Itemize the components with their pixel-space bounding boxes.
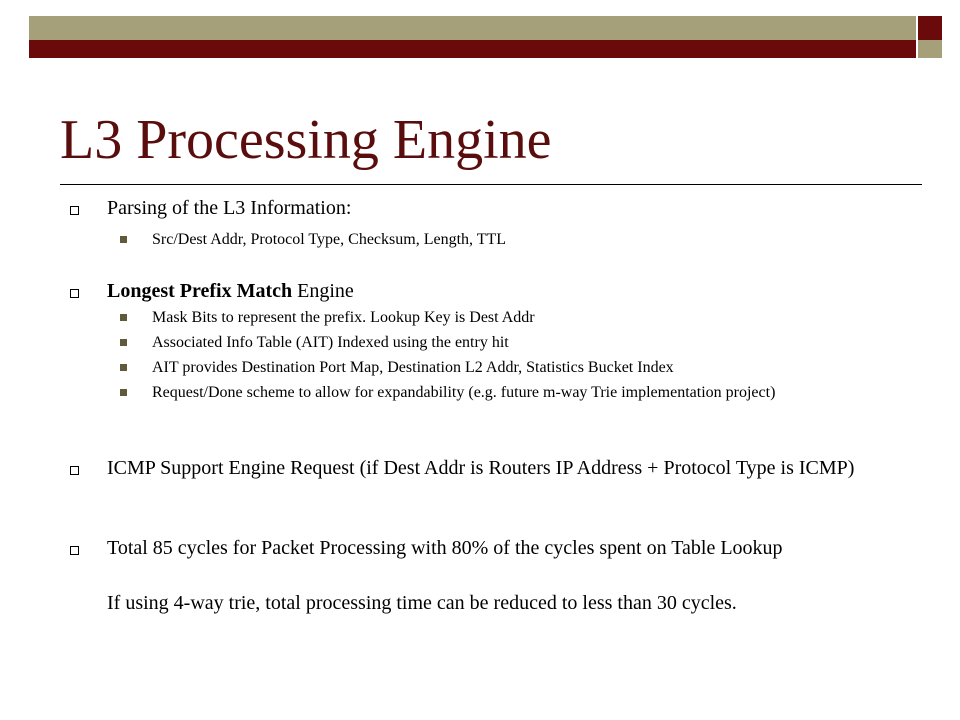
bullet-icmp bbox=[70, 457, 880, 479]
sub-bullet bbox=[134, 359, 854, 377]
hollow-square-icon bbox=[70, 289, 79, 298]
bullet-cycles bbox=[70, 537, 880, 559]
bullet-text: ICMP Support Engine Request (if Dest Addr is Routers IP Address + Protocol Type is ICMP) bbox=[107, 457, 855, 479]
header-corner-olive bbox=[918, 40, 942, 58]
sub-bullet-text: AIT provides Destination Port Map, Destination L2 Addr, Statistics Bucket Index bbox=[152, 359, 674, 376]
sub-bullet-text: Request/Done scheme to allow for expandability (e.g. future m-way Trie implementation project) bbox=[152, 384, 776, 401]
sub-bullet bbox=[134, 334, 854, 352]
sub-bullet-text: Mask Bits to represent the prefix. Lookup Key is Dest Addr bbox=[152, 309, 535, 326]
bullet-rest-text: Engine bbox=[292, 280, 354, 302]
title-divider bbox=[60, 184, 922, 185]
bullet-text: Parsing of the L3 Information: bbox=[107, 197, 352, 219]
sub-bullet-text: Src/Dest Addr, Protocol Type, Checksum, Length, TTL bbox=[152, 231, 507, 248]
slide-title: L3 Processing Engine bbox=[60, 109, 552, 171]
bullet-lpm bbox=[70, 280, 880, 302]
bullet-bold-text: Longest Prefix Match bbox=[107, 280, 293, 302]
filled-square-icon bbox=[120, 314, 127, 321]
hollow-square-icon bbox=[70, 466, 79, 475]
hollow-square-icon bbox=[70, 546, 79, 555]
bullet-text bbox=[107, 280, 880, 302]
sub-bullet bbox=[134, 309, 854, 327]
cycles-note: If using 4-way trie, total processing time can be reduced to less than 30 cycles. bbox=[107, 592, 737, 614]
bullet-parsing bbox=[70, 197, 880, 219]
header-corner-red bbox=[918, 16, 942, 40]
header-band-red bbox=[29, 40, 916, 58]
filled-square-icon bbox=[120, 236, 127, 243]
hollow-square-icon bbox=[70, 206, 79, 215]
sub-bullet bbox=[134, 384, 854, 402]
filled-square-icon bbox=[120, 389, 127, 396]
bullet-text: Total 85 cycles for Packet Processing with 80% of the cycles spent on Table Lookup bbox=[107, 537, 783, 559]
filled-square-icon bbox=[120, 364, 127, 371]
sub-bullet bbox=[134, 231, 854, 249]
filled-square-icon bbox=[120, 339, 127, 346]
sub-bullet-text: Associated Info Table (AIT) Indexed using the entry hit bbox=[152, 334, 509, 351]
header-band-olive bbox=[29, 16, 916, 40]
